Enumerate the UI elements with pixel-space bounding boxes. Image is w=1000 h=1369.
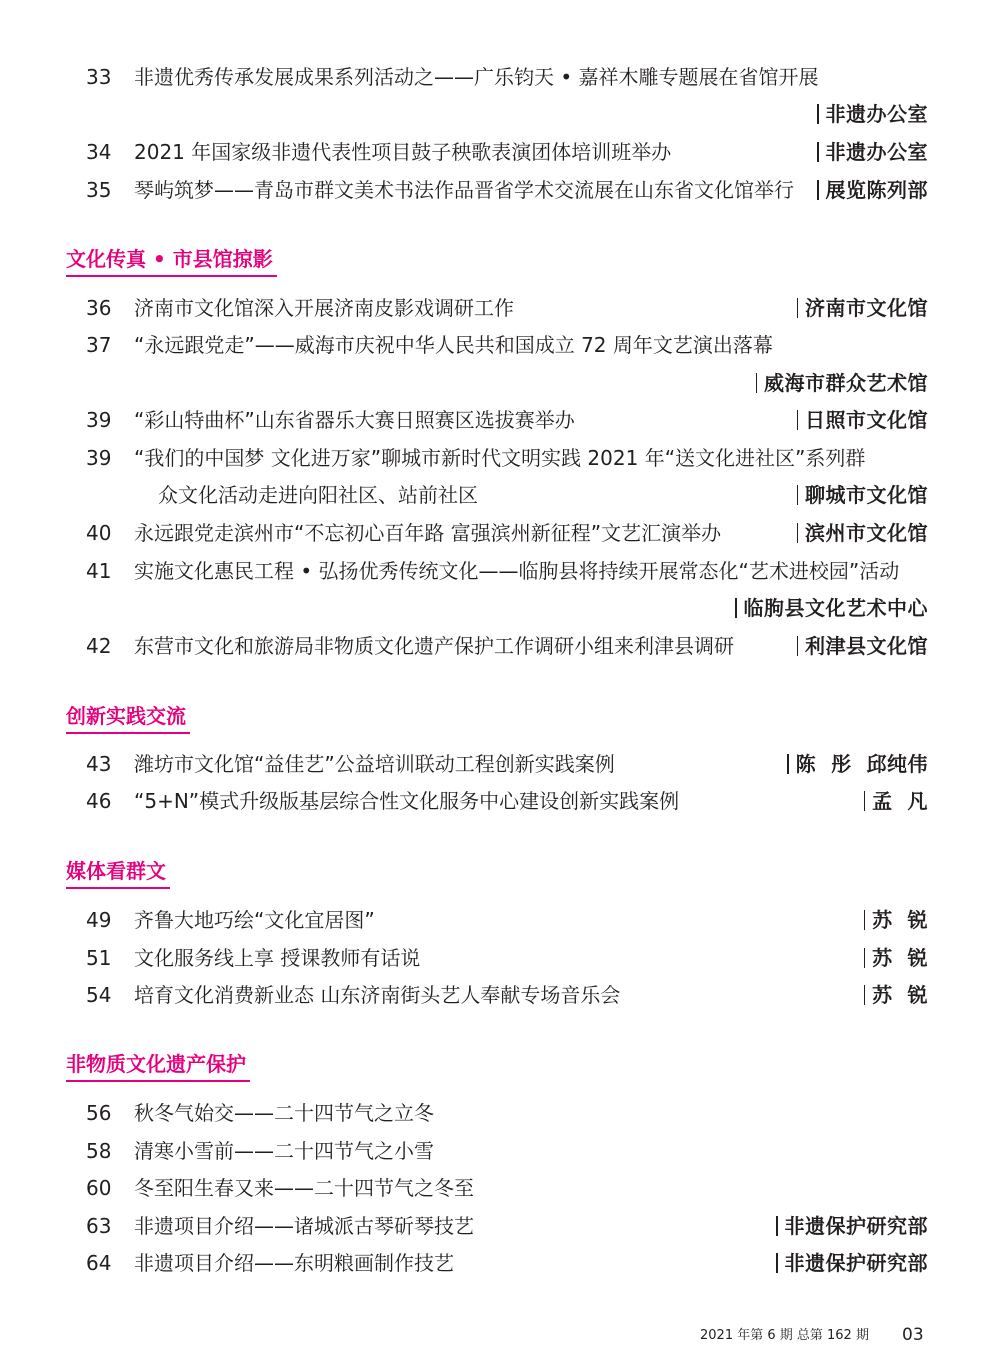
entry-source: 苏 锐 <box>864 943 928 973</box>
entry-page-number: 40 <box>86 521 112 545</box>
entry-title: 东营市文化和旅游局非物质文化遗产保护工作调研小组来利津县调研 <box>134 634 734 658</box>
entry-title: 培育文化消费新业态 山东济南街头艺人奉献专场音乐会 <box>134 983 621 1007</box>
entry-title: “永远跟党走”——威海市庆祝中华人民共和国成立 72 周年文艺演出落幕 <box>134 333 773 357</box>
entry-title: “5+N”模式升级版基层综合性文化服务中心建设创新实践案例 <box>134 789 680 813</box>
entry-source: 利津县文化馆 <box>797 631 929 661</box>
entry-title: 潍坊市文化馆“益佳艺”公益培训联动工程创新实践案例 <box>134 752 615 776</box>
entry-title: 文化服务线上享 授课教师有话说 <box>134 946 421 970</box>
toc-entry[interactable] <box>86 137 928 167</box>
entry-page-number: 41 <box>86 559 112 583</box>
entry-title-continuation: 众文化活动走进向阳社区、站前社区 <box>158 483 478 507</box>
entry-title: 冬至阳生春又来——二十四节气之冬至 <box>134 1176 474 1200</box>
entry-source: 威海市群众艺术馆 <box>756 368 929 398</box>
toc-entry[interactable] <box>86 405 928 435</box>
entry-title: 永远跟党走滨州市“不忘初心百年路 富强滨州新征程”文艺汇演举办 <box>134 521 722 545</box>
entry-page-number: 36 <box>86 296 112 320</box>
entry-page-number: 63 <box>86 1214 112 1238</box>
page-number: 03 <box>902 1325 924 1345</box>
entry-source: 济南市文化馆 <box>797 293 929 323</box>
toc-entry-source-line <box>86 368 928 398</box>
section-heading: 媒体看群文 <box>66 857 170 889</box>
toc-entry[interactable] <box>86 330 928 360</box>
toc-entry-source-line <box>86 593 928 623</box>
entry-page-number: 49 <box>86 908 112 932</box>
section-heading: 创新实践交流 <box>66 702 190 734</box>
toc-entry[interactable] <box>86 443 928 473</box>
toc-entry[interactable] <box>86 1211 928 1241</box>
entry-page-number: 39 <box>86 408 112 432</box>
entry-title: “我们的中国梦 文化进万家”聊城市新时代文明实践 2021 年“送文化进社区”系列群 <box>134 446 866 470</box>
toc-entry-source-line <box>86 99 928 129</box>
entry-source: 孟 凡 <box>864 786 928 816</box>
entry-title: 济南市文化馆深入开展济南皮影戏调研工作 <box>134 296 514 320</box>
toc-entry[interactable] <box>86 1248 928 1278</box>
entry-source: 滨州市文化馆 <box>797 518 929 548</box>
entry-source: 非遗办公室 <box>817 137 928 167</box>
entry-title: “彩山特曲杯”山东省器乐大赛日照赛区选拔赛举办 <box>134 408 575 432</box>
entry-page-number: 33 <box>86 65 112 89</box>
entry-title: 2021 年国家级非遗代表性项目鼓子秧歌表演团体培训班举办 <box>134 140 672 164</box>
entry-page-number: 39 <box>86 446 112 470</box>
entry-page-number: 43 <box>86 752 112 776</box>
entry-page-number: 42 <box>86 634 112 658</box>
toc-entry-continuation <box>86 480 928 510</box>
entry-source: 临朐县文化艺术中心 <box>735 593 928 623</box>
entry-title: 清寒小雪前——二十四节气之小雪 <box>134 1139 434 1163</box>
toc-entry[interactable] <box>86 556 928 586</box>
toc-entry[interactable] <box>86 943 928 973</box>
entry-page-number: 51 <box>86 946 112 970</box>
entry-source: 非遗保护研究部 <box>776 1248 928 1278</box>
entry-source: 苏 锐 <box>864 980 928 1010</box>
entry-title: 非遗项目介绍——东明粮画制作技艺 <box>134 1251 454 1275</box>
entry-page-number: 64 <box>86 1251 112 1275</box>
entry-page-number: 34 <box>86 140 112 164</box>
toc-entry[interactable] <box>86 518 928 548</box>
toc-entry[interactable] <box>86 175 928 205</box>
toc-entry[interactable] <box>86 905 928 935</box>
entry-title: 实施文化惠民工程 • 弘扬优秀传统文化——临朐县将持续开展常态化“艺术进校园”活动 <box>134 559 900 583</box>
entry-source: 非遗保护研究部 <box>776 1211 928 1241</box>
toc-entry[interactable] <box>86 980 928 1010</box>
entry-source: 展览陈列部 <box>817 175 928 205</box>
entry-title: 齐鲁大地巧绘“文化宜居图” <box>134 908 375 932</box>
entry-page-number: 58 <box>86 1139 112 1163</box>
toc-entry[interactable] <box>86 62 928 92</box>
entry-page-number: 46 <box>86 789 112 813</box>
toc-entry[interactable] <box>86 1098 928 1128</box>
toc-entry[interactable] <box>86 1173 928 1203</box>
toc-entry[interactable] <box>86 631 928 661</box>
issue-info: 2021 年第 6 期 总第 162 期 <box>700 1328 869 1343</box>
entry-source: 非遗办公室 <box>817 99 928 129</box>
entry-source: 日照市文化馆 <box>797 405 929 435</box>
entry-page-number: 56 <box>86 1101 112 1125</box>
toc-entry[interactable] <box>86 293 928 323</box>
entry-title: 秋冬气始交——二十四节气之立冬 <box>134 1101 434 1125</box>
section-heading: 非物质文化遗产保护 <box>66 1050 250 1082</box>
entry-source: 苏 锐 <box>864 905 928 935</box>
entry-title: 非遗项目介绍——诸城派古琴斫琴技艺 <box>134 1214 474 1238</box>
toc-entry[interactable] <box>86 749 928 779</box>
entry-page-number: 35 <box>86 178 112 202</box>
section-heading: 文化传真 • 市县馆掠影 <box>66 245 277 277</box>
entry-title: 琴屿筑梦——青岛市群文美术书法作品晋省学术交流展在山东省文化馆举行 <box>134 178 794 202</box>
entry-source: 陈 彤 邱纯伟 <box>787 749 928 779</box>
toc-entry[interactable] <box>86 786 928 816</box>
toc-entry[interactable] <box>86 1136 928 1166</box>
entry-page-number: 60 <box>86 1176 112 1200</box>
entry-page-number: 37 <box>86 333 112 357</box>
entry-page-number: 54 <box>86 983 112 1007</box>
entry-source: 聊城市文化馆 <box>797 480 929 510</box>
entry-title: 非遗优秀传承发展成果系列活动之——广乐钧天 • 嘉祥木雕专题展在省馆开展 <box>134 65 819 89</box>
